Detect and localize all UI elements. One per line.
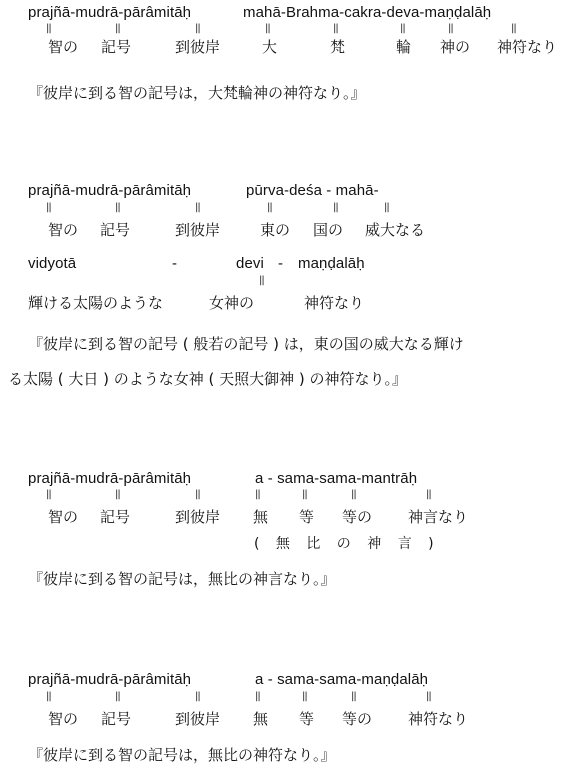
- gloss-word: 東の: [260, 221, 291, 239]
- gloss-word: 智の: [48, 508, 79, 526]
- translation: 『彼岸に到る智の記号は，無比の神符なり。』: [28, 746, 336, 764]
- sanskrit-line: prajñā-mudrā-pārâmitāḥ: [28, 671, 192, 688]
- equals-mark: ||: [195, 691, 200, 702]
- equals-mark: ||: [267, 202, 272, 213]
- gloss-word: 到彼岸: [175, 508, 221, 526]
- sanskrit-line: prajñā-mudrā-pārâmitāḥ: [28, 470, 192, 487]
- equals-mark: ||: [115, 691, 120, 702]
- gloss-word: 大: [262, 38, 278, 56]
- equals-mark: ||: [333, 202, 338, 213]
- equals-mark: ||: [46, 23, 51, 34]
- gloss-word: 神の: [440, 38, 471, 56]
- translation: 『彼岸に到る智の記号は，大梵輪神の神符なり。』: [28, 84, 366, 102]
- gloss-word: 神符なり: [304, 294, 365, 312]
- equals-mark: ||: [265, 23, 270, 34]
- sanskrit-line: a - sama-sama-maṇḍalāḥ: [255, 671, 429, 688]
- gloss-word: 威大なる: [365, 221, 426, 239]
- sanskrit-word: maṇḍalāḥ: [298, 255, 365, 272]
- equals-mark: ||: [302, 691, 307, 702]
- equals-mark: ||: [46, 489, 51, 500]
- gloss-word: 記号: [100, 221, 131, 239]
- gloss-word: 無: [253, 710, 269, 728]
- translation: る太陽 ( 大日 ) のような女神 ( 天照大御神 ) の神符なり。』: [8, 370, 408, 388]
- gloss-word: 輪: [396, 38, 412, 56]
- gloss-word: 智の: [48, 221, 79, 239]
- gloss-word: 記号: [101, 710, 132, 728]
- equals-mark: ||: [259, 275, 264, 286]
- sanskrit-word: devi: [236, 255, 264, 272]
- sanskrit-line: pūrva-deśa - mahā-: [246, 182, 379, 199]
- sanskrit-word: vidyotā: [28, 255, 77, 272]
- equals-mark: ||: [511, 23, 516, 34]
- gloss-word: 神符なり: [497, 38, 558, 56]
- gloss-word: 到彼岸: [175, 38, 221, 56]
- equals-mark: ||: [333, 23, 338, 34]
- sanskrit-line: prajñā-mudrā-pārâmitāḥ: [28, 182, 192, 199]
- equals-mark: ||: [195, 202, 200, 213]
- gloss-word: 梵: [330, 38, 346, 56]
- equals-mark: ||: [426, 691, 431, 702]
- sanskrit-word: -: [278, 255, 284, 272]
- equals-mark: ||: [384, 202, 389, 213]
- translation: 『彼岸に到る智の記号は，無比の神言なり。』: [28, 570, 336, 588]
- gloss-word: 記号: [101, 38, 132, 56]
- equals-mark: ||: [115, 202, 120, 213]
- gloss-word: 神符なり: [408, 710, 469, 728]
- gloss-word: 智の: [48, 38, 79, 56]
- gloss-word: 神言なり: [408, 508, 469, 526]
- equals-mark: ||: [195, 489, 200, 500]
- equals-mark: ||: [46, 202, 51, 213]
- gloss-word: 等の: [342, 508, 373, 526]
- equals-mark: ||: [302, 489, 307, 500]
- note: ( 無 比 の 神 言 ): [254, 536, 440, 552]
- gloss-word: 女神の: [209, 294, 255, 312]
- sanskrit-line: prajñā-mudrā-pārâmitāḥ: [28, 4, 192, 21]
- gloss-word: 智の: [48, 710, 79, 728]
- gloss-word: 等: [299, 710, 315, 728]
- translation: 『彼岸に到る智の記号 ( 般若の記号 ) は，東の国の威大なる輝け: [28, 335, 464, 353]
- equals-mark: ||: [448, 23, 453, 34]
- gloss-word: 等: [299, 508, 315, 526]
- equals-mark: ||: [115, 489, 120, 500]
- gloss-word: 到彼岸: [175, 710, 221, 728]
- equals-mark: ||: [195, 23, 200, 34]
- gloss-word: 無: [253, 508, 269, 526]
- sanskrit-line: a - sama-sama-mantrāḥ: [255, 470, 418, 487]
- sanskrit-word: -: [172, 255, 178, 272]
- equals-mark: ||: [255, 691, 260, 702]
- gloss-word: 到彼岸: [175, 221, 221, 239]
- equals-mark: ||: [255, 489, 260, 500]
- equals-mark: ||: [115, 23, 120, 34]
- gloss-word: 輝ける太陽のような: [28, 294, 164, 312]
- gloss-word: 国の: [313, 221, 344, 239]
- equals-mark: ||: [426, 489, 431, 500]
- gloss-word: 記号: [100, 508, 131, 526]
- equals-mark: ||: [351, 691, 356, 702]
- equals-mark: ||: [400, 23, 405, 34]
- equals-mark: ||: [351, 489, 356, 500]
- sanskrit-line: mahā-Brahma-cakra-deva-maṇḍalāḥ: [243, 4, 492, 21]
- gloss-word: 等の: [342, 710, 373, 728]
- equals-mark: ||: [46, 691, 51, 702]
